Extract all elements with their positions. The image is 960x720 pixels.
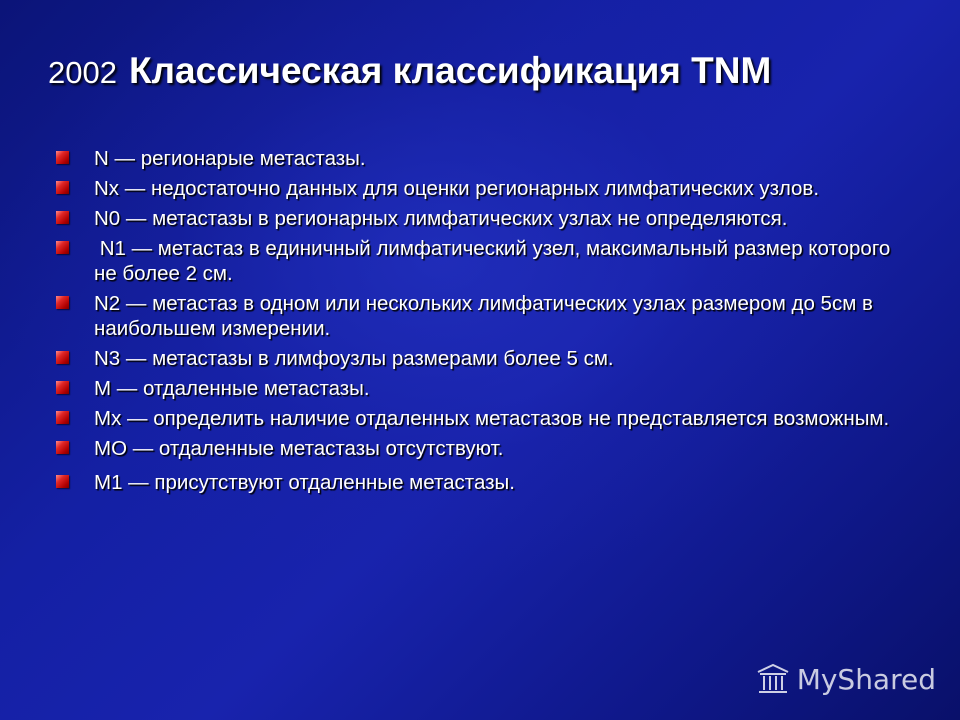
list-item — [56, 236, 896, 286]
list-item-text: N1 — метастаз в единичный лимфатический узел, максимальный размер которого не более 2 см. — [94, 237, 896, 285]
list-item — [56, 291, 896, 341]
list-item — [56, 470, 896, 495]
bullet-icon — [56, 241, 69, 254]
list-item-text: N — регионарые метастазы. — [94, 147, 366, 170]
bullet-icon — [56, 296, 69, 309]
watermark — [755, 662, 936, 696]
list-item — [56, 146, 896, 171]
list-item — [56, 436, 896, 461]
building-icon — [755, 662, 791, 696]
bullet-icon — [56, 441, 69, 454]
bullet-icon — [56, 411, 69, 424]
list-item-text: N3 — метастазы в лимфоузлы размерами более 5 см. — [94, 347, 614, 370]
list-item — [56, 206, 896, 231]
bullet-icon — [56, 181, 69, 194]
list-item-text: M1 — присутствуют отдаленные метастазы. — [94, 471, 515, 494]
list-item — [56, 346, 896, 371]
title-text: Классическая классификация TNM — [128, 50, 772, 91]
list-item-text: N2 — метастаз в одном или нескольких лимфатических узлах размером до 5см в наибольшем измерении. — [94, 292, 873, 340]
bullet-icon — [56, 151, 69, 164]
list-item-text: МО — отдаленные метастазы отсутствуют. — [94, 437, 504, 460]
bullet-icon — [56, 351, 69, 364]
list-item-text: Nx — недостаточно данных для оценки регионарных лимфатических узлов. — [94, 177, 820, 200]
bullet-icon — [56, 475, 69, 488]
list-item — [56, 176, 896, 201]
list-item — [56, 376, 896, 401]
watermark-text: MyShared — [796, 662, 936, 696]
list-item-text: М — отдаленные метастазы. — [94, 377, 370, 400]
list-item-text: N0 — метастазы в регионарных лимфатических узлах не определяются. — [94, 207, 788, 230]
slide-title — [48, 50, 771, 92]
list-item-text: Mx — определить наличие отдаленных метастазов не представляется возможным. — [94, 407, 890, 430]
bullet-icon — [56, 381, 69, 394]
bullet-list — [56, 146, 896, 500]
list-item — [56, 406, 896, 431]
bullet-icon — [56, 211, 69, 224]
title-year: 2002 — [48, 55, 117, 90]
